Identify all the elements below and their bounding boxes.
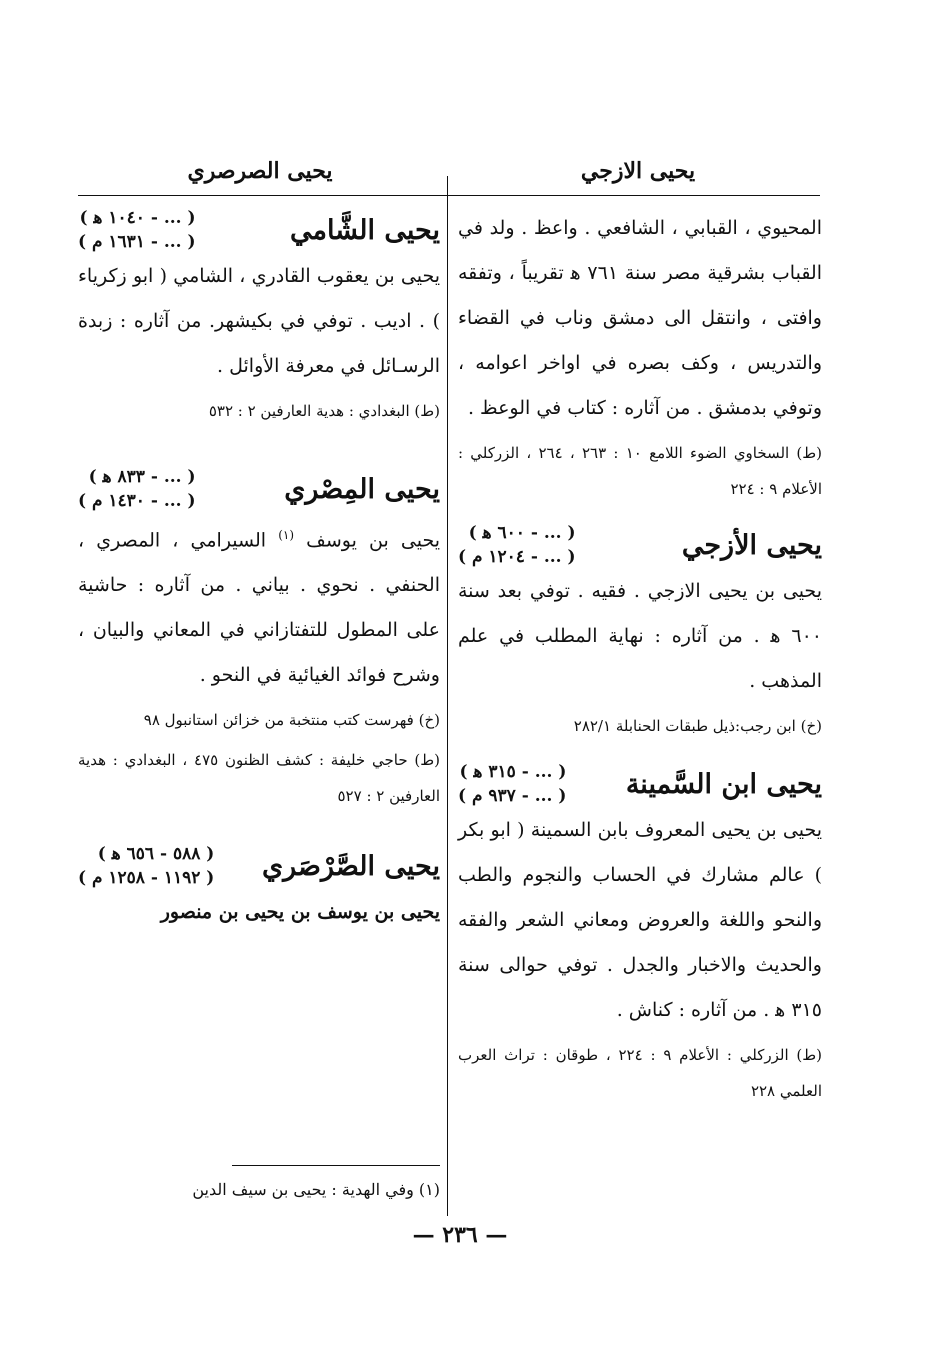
running-head-right: يحيى الازجي: [580, 158, 696, 184]
entry-body: يحيى بن يعقوب القادري ، الشامي ( ابو زكرياء ) . اديب . توفي في بكيشهر. من آثاره : زبدة الرسـائل في معرفة الأوائل .: [78, 265, 440, 377]
entry-reference: (ط) حاجي خليفة : كشف الظنون ٤٧٥ ، البغدادي : هدية العارفين ٢ : ٥٢٧: [78, 751, 440, 806]
entry-body: [78, 513, 440, 698]
footnote-marker: (١): [278, 528, 295, 542]
continuation-reference: (ط) السخاوي الضوء اللامع ١٠ : ٢٦٣ ، ٢٦٤ ، الزركلي : الأعلام ٩ : ٢٢٤: [458, 444, 822, 498]
entry-reference: (ط) الزركلي : الأعلام ٩ : ٢٢٤ ، طوقان : تراث العرب العلمي ٢٢٨: [458, 1046, 822, 1100]
dates-hijri: ( ٥٨٨ - ٦٥٦ ﻫ ): [97, 844, 215, 865]
entry-body: يحيى بن يوسف بن يحيى بن منصور: [160, 901, 440, 924]
entry-heading-shami: [78, 206, 440, 254]
entry-name: يحيى ابن السَّمينة: [625, 768, 822, 800]
dates-gregorian: ( ١١٩٢ - ١٢٥٨ م ): [78, 868, 215, 889]
left-column: [78, 206, 440, 935]
entry-heading-sarsari: [78, 842, 440, 890]
entry-name: يحيى المِصْري: [284, 473, 440, 505]
body-start: يحيى بن يوسف: [306, 529, 440, 552]
entry-dates: [78, 206, 196, 254]
dates-gregorian: ( ... - ٩٣٧ م ): [458, 786, 567, 806]
dates-gregorian: ( ... - ١٦٣١ م ): [78, 232, 196, 252]
entry-name: يحيى الأزجي: [681, 529, 822, 561]
entry-dates: [78, 842, 214, 890]
entry-reference: (خ) فهرست كتب منتخبة من خزائن استانبول ٩٨: [143, 711, 440, 730]
entry-name: يحيى الشَّامي: [289, 214, 440, 246]
header-rule: [78, 195, 820, 196]
continuation-text: المحيوي ، القبابي ، الشافعي . واعظ . ولد في القباب بشرقية مصر سنة ٧٦١ ﻫ تقريباً ، وتفقه وافتى ، وانتقل الى دمشق وناب في القضاء والتدريس ، وكف بصره في اواخر اعوامه ، وتوفي بدمشق . من آثاره : كتاب في الوعظ .: [458, 217, 822, 419]
entry-reference: (خ) ابن رجب:ذيل طبقات الحنابلة ٢٨٢/١: [573, 717, 822, 735]
body-rest: السيرامي ، المصري ، الحنفي . نحوي . بياني . من آثاره : حاشية على المطول للتفتازاني في المعاني والبيان ، وشرح فوائد الغيائية في النحو .: [78, 529, 440, 687]
entry-heading-masri: [78, 465, 440, 513]
column-divider: [447, 176, 448, 1216]
footnote-rule: [232, 1165, 440, 1166]
dates-gregorian: ( ... - ١٢٠٤ م ): [458, 547, 576, 567]
entry-heading-azaji: [458, 521, 822, 569]
entry-reference: (ط) البغدادي : هدية العارفين ٢ : ٥٣٢: [208, 402, 440, 420]
entry-dates: [458, 521, 576, 569]
entry-body: يحيى بن يحيى الازجي . فقيه . توفي بعد سنة ٦٠٠ ﻫ . من آثاره : نهاية المطلب في علم المذهب .: [458, 580, 822, 692]
dates-hijri: ( ... - ١٠٤٠ ﻫ ): [79, 208, 196, 228]
dates-hijri: ( ... - ٨٣٣ ﻫ ): [88, 467, 196, 487]
page-number: — ٢٣٦ —: [412, 1222, 508, 1248]
entry-dates: [458, 760, 566, 808]
entry-dates: [78, 465, 196, 513]
entry-heading-samina: [458, 760, 822, 808]
entry-name: يحيى الصَّرْصَري: [262, 850, 440, 882]
dates-gregorian: ( ... - ١٤٣٠ م ): [78, 491, 196, 511]
right-column: [458, 206, 822, 1109]
dates-hijri: ( ... - ٣١٥ ﻫ ): [459, 762, 567, 782]
running-head-left: يحيى الصرصري: [187, 158, 333, 184]
entry-body: يحيى بن يحيى المعروف بابن السمينة ( ابو بكر ) عالم مشارك في الحساب والنجوم والطب والنحو واللغة والعروض ومعاني الشعر والفقه والحديث والاخبار والجدل . توفي حوالى سنة ٣١٥ ﻫ . من آثاره : كناش .: [458, 819, 822, 1021]
footnote: (١) وفي الهدية : يحيى بن سيف الدين: [192, 1180, 440, 1199]
dates-hijri: ( ... - ٦٠٠ ﻫ ): [468, 523, 576, 543]
